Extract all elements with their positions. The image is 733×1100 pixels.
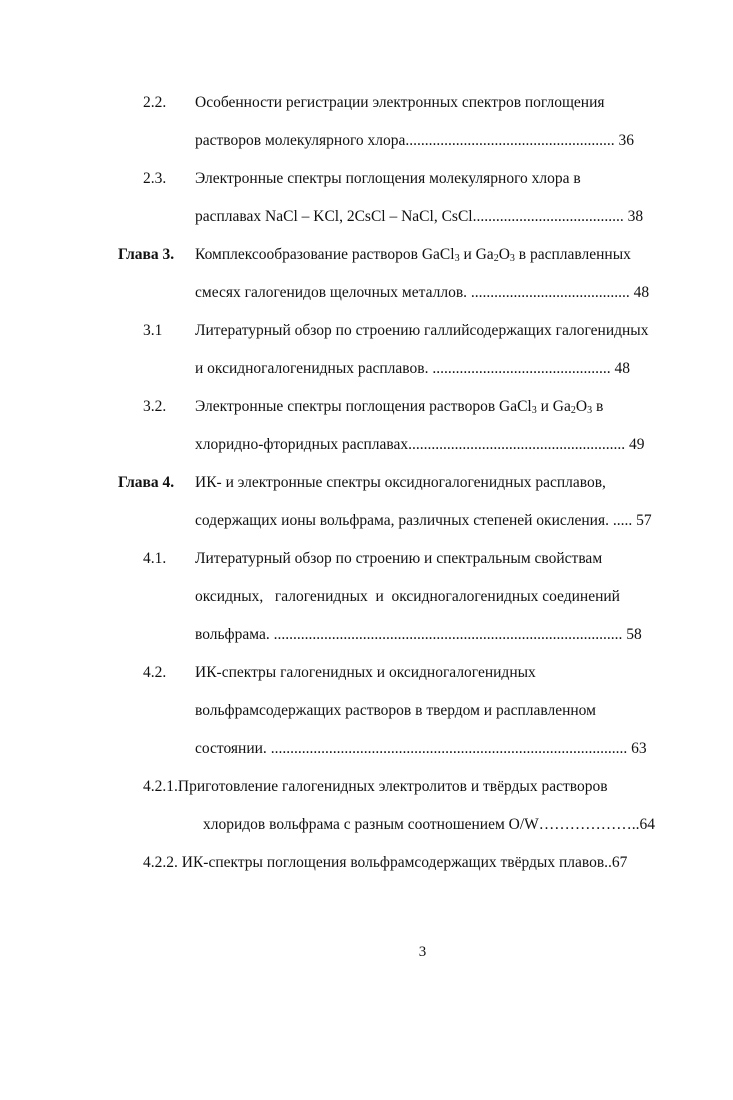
toc-entry-2-2-line1: Особенности регистрации электронных спектров поглощения [195, 94, 605, 111]
toc-entry-2-2-line2: растворов молекулярного хлора...................................................... 36 [195, 132, 635, 149]
toc-entry-4-1-line2: оксидных, галогенидных и оксидногалогенидных соединений [195, 588, 620, 605]
toc-chapter-3-line2: смесях галогенидов щелочных металлов. ......................................... 48 [195, 284, 650, 301]
toc-entry-4-1-line3: вольфрама. .......................................................................................... 58 [195, 626, 642, 643]
toc-entry-4-2-1-line2: хлоридов вольфрама с разным соотношением O/W………………..64 [203, 816, 656, 833]
toc-chapter-4-line1: ИК- и электронные спектры оксидногалогенидных расплавов, [195, 474, 606, 491]
toc-entry-2-3-line2: расплавах NaCl – KCl, 2CsCl – NaCl, CsCl....................................... 38 [195, 208, 644, 225]
toc-entry-4-2-line3: состоянии. ............................................................................................ 63 [195, 740, 647, 757]
toc-entry-3-1-line1: Литературный обзор по строению галлийсодержащих галогенидных [195, 322, 649, 339]
toc-chapter-3-label: Глава 3. [118, 246, 175, 263]
toc-number-3-2: 3.2. [143, 398, 167, 415]
toc-entry-3-2-line2: хлоридно-фторидных расплавах........................................................ 49 [195, 436, 645, 453]
toc-number-4-1: 4.1. [143, 550, 167, 567]
toc-number-2-2: 2.2. [143, 94, 167, 111]
toc-chapter-4-line2: содержащих ионы вольфрама, различных степеней окисления. ..... 57 [195, 512, 652, 529]
toc-number-4-2: 4.2. [143, 664, 167, 681]
toc-entry-4-2-line2: вольфрамсодержащих растворов в твердом и расплавленном [195, 702, 596, 719]
toc-chapter-3-line1: Комплексообразование растворов GaCl$_3$ и $Ga_2O_3$ в расплавленных [195, 246, 631, 264]
toc-entry-4-1-line1: Литературный обзор по строению и спектральным свойствам [195, 550, 603, 567]
toc-number-3-1: 3.1 [143, 322, 163, 339]
toc-entry-3-2-line1: Электронные спектры поглощения растворов GaCl$_3$ и $Ga_2O_3$ в [195, 398, 604, 416]
toc-entry-4-2-1-line1: 4.2.1.Приготовление галогенидных электролитов и твёрдых растворов [143, 778, 608, 795]
toc-entry-2-3-line1: Электронные спектры поглощения молекулярного хлора в [195, 170, 581, 187]
toc-entry-4-2-2: 4.2.2. ИК-спектры поглощения вольфрамсодержащих твёрдых плавов..67 [143, 854, 628, 871]
toc-entry-3-1-line2: и оксидногалогенидных расплавов. .............................................. 48 [195, 360, 630, 377]
toc-chapter-4-label: Глава 4. [118, 474, 175, 491]
page-number: 3 [418, 944, 427, 960]
toc-entry-4-2-line1: ИК-спектры галогенидных и оксидногалогенидных [195, 664, 536, 681]
toc-number-2-3: 2.3. [143, 170, 167, 187]
